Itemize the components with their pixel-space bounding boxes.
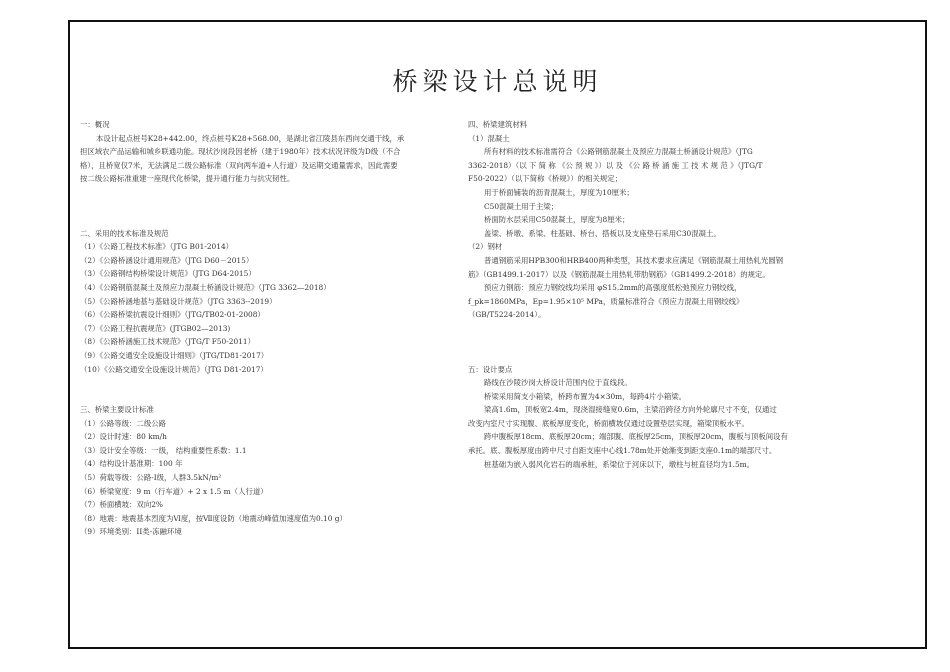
standard-item: （5）《公路桥涵地基与基础设计规范》（JTG 3363--2019） bbox=[80, 296, 277, 306]
page-title: 桥梁设计总说明 bbox=[392, 67, 603, 96]
concrete-item: 桥面防水层采用C50混凝土，厚度为8厘米； bbox=[484, 215, 630, 225]
design-point-line: 改变内室尺寸实现腹、底板厚度变化，桥面横坡仅通过设置垫层实现，箱梁顶板水平。 bbox=[468, 418, 749, 428]
standard-item: （10）《公路交通安全设施设计规范》（JTG D81-2017） bbox=[80, 364, 268, 374]
left-column bbox=[80, 118, 460, 539]
section-3-heading: 三、桥梁主要设计标准 bbox=[80, 405, 154, 415]
section-1-line: 担区域农产品运输和城乡联通功能。现状沙岗段因老桥（建于1980年）技术状况评级为D级（不合 bbox=[80, 147, 401, 157]
standard-item: （8）《公路桥涵施工技术规范》（JTG/T F50-2011） bbox=[80, 337, 255, 347]
design-point-line: 梁高1.6m，顶板宽2.4m，现浇湿接缝宽0.6m，主梁沿跨径方向外轮廓尺寸不变，仅通过 bbox=[484, 405, 777, 415]
concrete-item: 盖梁、桥墩、系梁、柱基础、桥台、搭板以及支座垫石采用C30混凝土。 bbox=[484, 228, 721, 238]
section-5-heading: 五：设计要点 bbox=[468, 364, 513, 374]
design-standard-item: （5）荷载等级：公路-Ⅰ级，人群3.5kN/m² bbox=[80, 473, 222, 483]
steel-line: 普通钢筋采用HPB300和HRB400两种类型，其技术要求应满足《钢筋混凝土用热轧光圆钢 bbox=[484, 255, 784, 265]
section-1-heading: 一：概况 bbox=[80, 120, 110, 129]
design-standard-item: （3）设计安全等级：一级， 结构重要性系数：1.1 bbox=[80, 445, 247, 455]
standard-item: （2）《公路桥涵设计通用规范》（JTG D60－2015） bbox=[80, 255, 254, 265]
standard-item: （7）《公路工程抗震规范》(JTGB02—2013) bbox=[80, 323, 231, 333]
standard-item: （1）《公路工程技术标准》（JTG B01-2014） bbox=[80, 242, 234, 252]
steel-line: （GB/T5224-2014）。 bbox=[468, 310, 546, 320]
section-1-line: 按二级公路标准重建一座现代化桥梁，提升通行能力与抗灾韧性。 bbox=[80, 174, 295, 184]
section-2-heading: 二、采用的技术标准及规范 bbox=[80, 228, 169, 238]
right-column bbox=[468, 118, 848, 471]
steel-line: 预应力钢筋：预应力钢绞线均采用 φS15.2mm的高强度低松弛预应力钢绞线， bbox=[484, 283, 742, 293]
design-standard-item: （2）设计时速：80 km/h bbox=[80, 432, 167, 442]
steel-line: f_pk=1860MPa，Ep=1.95×10⁵ MPa，质量标准符合《预应力混凝土用钢绞线》 bbox=[468, 296, 744, 306]
design-standard-item: （9）环境类别：II类-冻融环境 bbox=[80, 527, 182, 537]
concrete-line: F50-2022）（以下简称《桥规》）的相关规定； bbox=[468, 174, 623, 184]
concrete-item: C50混凝土用于主梁； bbox=[484, 201, 559, 211]
concrete-line: 所有材料的技术标准需符合《公路钢筋混凝土及预应力混凝土桥涵设计规范》（JTG bbox=[484, 147, 753, 157]
design-standard-item: （4）结构设计基准期：100 年 bbox=[80, 459, 183, 469]
steel-subheading: （2）钢材 bbox=[468, 242, 503, 252]
design-point-line: 跨中腹板厚18cm、底板厚20cm；端部腹、底板厚25cm，顶板厚20cm，腹板与顶板间设有 bbox=[484, 432, 788, 442]
section-1-line: 本设计起点桩号K28+442.00，终点桩号K28+568.00，是湖北省江陵县东西向交通干线，承 bbox=[96, 133, 405, 143]
section-4-heading: 四、桥梁建筑材料 bbox=[468, 120, 528, 129]
concrete-line: 3362-2018）（以 下 简 称 《公 预 规 》）以 及 《公 路 桥 涵 施 工 技 术 规 范 》（JTG/T bbox=[468, 160, 763, 170]
standard-item: （4）《公路钢筋混凝土及预应力混凝土桥涵设计规范》（JTG 3362—2018） bbox=[80, 282, 331, 292]
design-standard-item: （6）桥梁宽度：9 m（行车道）+ 2 x 1.5 m（人行道） bbox=[80, 486, 268, 496]
design-point-line: 桥梁采用简支小箱梁，桥跨布置为4×30m，每跨4片小箱梁。 bbox=[484, 391, 686, 401]
design-standard-item: （8）地震：地震基本烈度为Ⅵ度，按Ⅶ度设防（地震动峰值加速度值为0.10 g） bbox=[80, 513, 347, 523]
design-standard-item: （7）桥面横坡：双向2% bbox=[80, 500, 163, 510]
standard-item: （9）《公路交通安全设施设计细则》（JTG/TD81-2017） bbox=[80, 350, 269, 360]
design-standard-item: （1）公路等级：二级公路 bbox=[80, 418, 167, 428]
design-point-line: 路线在沙陵沙岗大桥设计范围内位于直线段。 bbox=[484, 378, 632, 388]
concrete-subheading: （1）混凝土 bbox=[468, 133, 510, 143]
section-1-line: 格），且桥宽仅7米，无法满足二级公路标准（双向两车道+人行道）及运期交通量需求，因此需要 bbox=[80, 160, 398, 170]
standard-item: （3）《公路钢结构桥梁设计规范》（JTG D64-2015） bbox=[80, 269, 256, 279]
standard-item: （6）《公路桥梁抗震设计细则》（JTG/TB02-01-2008） bbox=[80, 310, 265, 320]
concrete-item: 用于桥面铺装的沥青混凝土，厚度为10厘米； bbox=[484, 187, 634, 197]
design-point-line: 承托。底、腹板厚度由跨中尺寸自距支座中心线1.78m处开始渐变到距支座0.1m的端部尺寸。 bbox=[468, 446, 777, 456]
design-point-line: 桩基础为嵌入弱风化岩石的端承桩，系梁位于河床以下，墩柱与桩直径均为1.5m。 bbox=[484, 459, 755, 469]
steel-line: 筋》（GB1499.1-2017）以及《钢筋混凝土用热轧带肋钢筋》（GB1499.2-2018）的规定。 bbox=[468, 269, 770, 279]
